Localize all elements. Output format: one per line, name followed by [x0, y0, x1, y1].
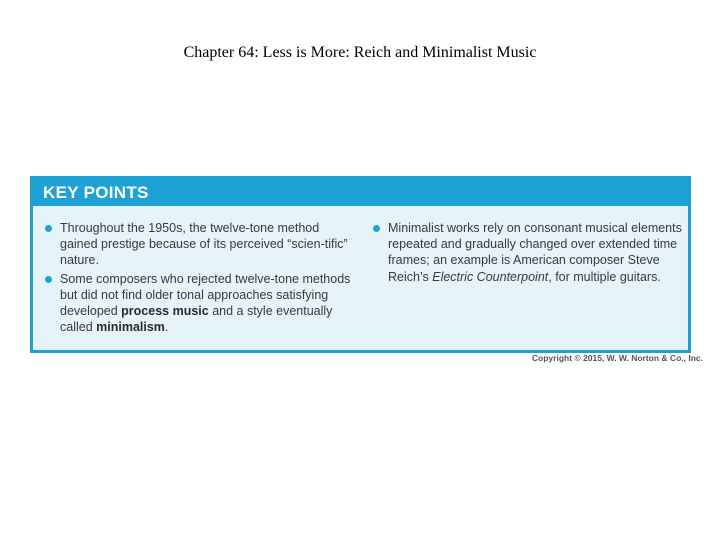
bullet-term-minimalism: minimalism: [96, 320, 165, 335]
bullet-point: [42, 271, 360, 336]
bullet-dot-icon: [45, 276, 52, 283]
key-points-columns: [33, 206, 688, 350]
slide-title: Chapter 64: Less is More: Reich and Minimalist Music: [183, 44, 537, 61]
right-column: [370, 220, 688, 287]
key-points-header: KEY POINTS: [33, 179, 688, 206]
bullet-point: [42, 220, 360, 269]
left-column: [42, 220, 360, 337]
bullet-text: and a style eventually called: [60, 304, 333, 335]
bullet-text: Throughout the 1950s, the twelve-tone method gained prestige because of its perceived “scien-tific” nature.: [60, 221, 348, 268]
bullet-dot-icon: [45, 225, 52, 232]
bullet-term-process-music: process music: [121, 304, 209, 319]
bullet-point: [370, 220, 688, 285]
bullet-text: Some composers who rejected twelve-tone methods but did not find older tonal approaches satisfying developed: [60, 271, 351, 319]
bullet-text: .: [164, 320, 169, 335]
copyright-notice: Copyright © 2015, W. W. Norton & Co., Inc.: [531, 353, 703, 363]
key-points-box: [30, 176, 691, 353]
bullet-dot-icon: [373, 225, 380, 232]
bullet-text: Minimalist works rely on consonant musical elements repeated and gradually changed over extended time frames; an example is American composer Steve Reich’s: [388, 221, 682, 284]
bullet-text: , for multiple guitars.: [548, 269, 661, 284]
bullet-work-title: Electric Counterpoint: [432, 269, 549, 284]
